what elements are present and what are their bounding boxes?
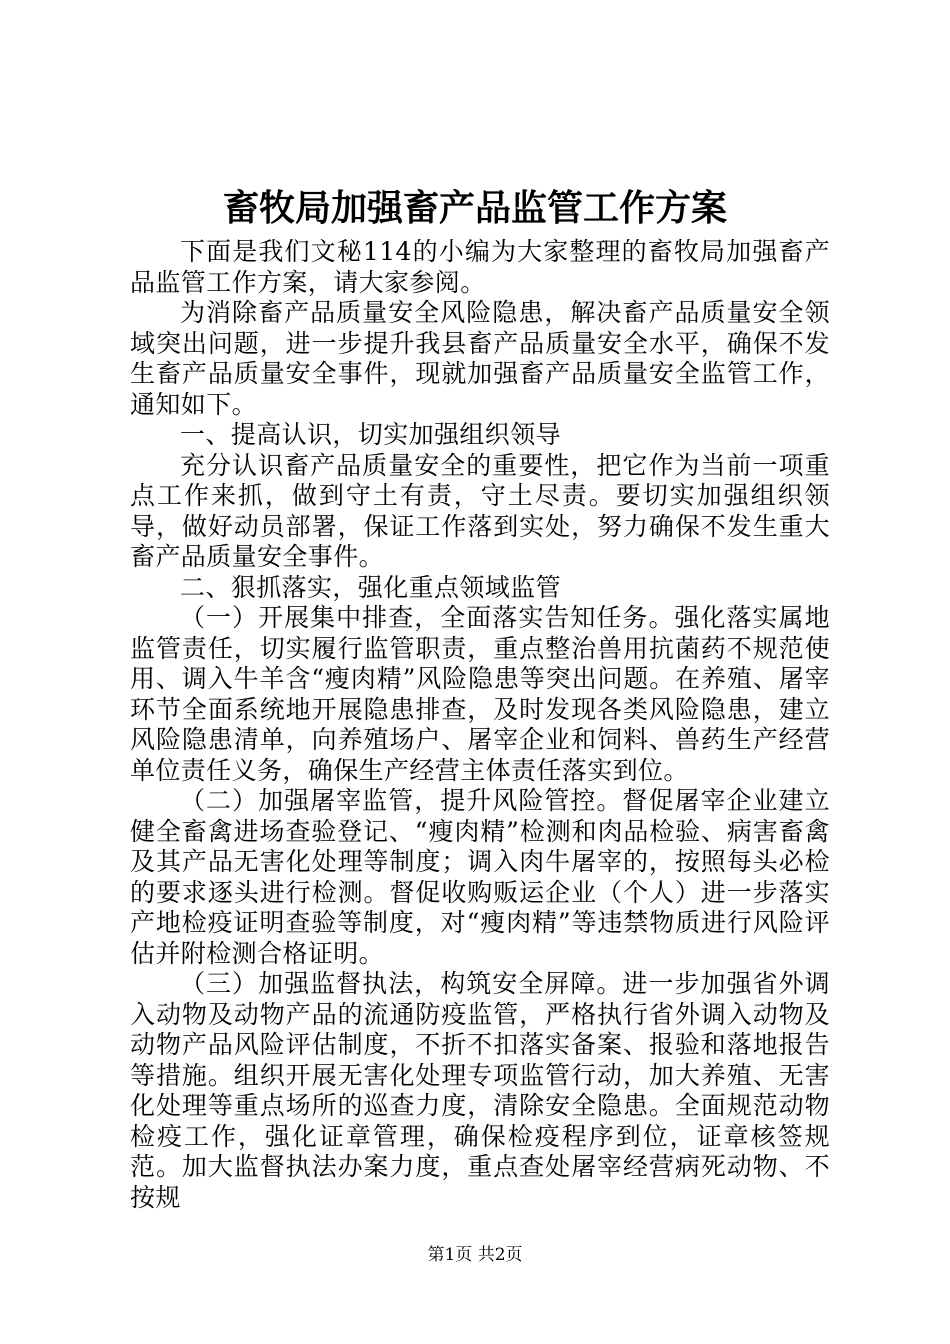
section-heading-2: 二、狠抓落实，强化重点领域监管 [180,572,562,602]
paragraph-section-1: 充分认识畜产品质量安全的重要性，把它作为当前一项重点工作来抓，做到守土有责，守土尽责。要切实加强组织领导，做好动员部署，保证工作落到实处，努力确保不发生重大畜产品质量安全事件。 [130,450,830,571]
page-footer: 第1页 共2页 [427,1245,523,1265]
document-title: 畜牧局加强畜产品监管工作方案 [222,187,727,229]
paragraph-item-3: （三）加强监督执法，构筑安全屏障。进一步加强省外调入动物及动物产品的流通防疫监管，严格执行省外调入动物及动物产品风险评估制度，不折不扣落实备案、报验和落地报告等措施。组织开展无害化处理专项监管行动，加大养殖、无害化处理等重点场所的巡查力度，清除安全隐患。全面规范动物检疫工作，强化证章管理，确保检疫程序到位，证章核签规范。加大监督执法办案力度，重点查处屠宰经营病死动物、不按规 [130,969,830,1212]
paragraph-purpose: 为消除畜产品质量安全风险隐患，解决畜产品质量安全领域突出问题，进一步提升我县畜产品质量安全水平，确保不发生畜产品质量安全事件，现就加强畜产品质量安全监管工作，通知如下。 [130,298,830,419]
section-heading-1: 一、提高认识，切实加强组织领导 [180,420,562,449]
paragraph-intro: 下面是我们文秘114的小编为大家整理的畜牧局加强畜产品监管工作方案，请大家参阅。 [130,237,830,297]
paragraph-item-1: （一）开展集中排查，全面落实告知任务。强化落实属地监管责任，切实履行监管职责，重点整治兽用抗菌药不规范使用、调入牛羊含“瘦肉精”风险隐患等突出问题。在养殖、屠宰环节全面系统地开展隐患排查，及时发现各类风险隐患，建立风险隐患清单，向养殖场户、屠宰企业和饲料、兽药生产经营单位责任义务，确保生产经营主体责任落实到位。 [130,603,830,785]
paragraph-item-2: （二）加强屠宰监管，提升风险管控。督促屠宰企业建立健全畜禽进场查验登记、“瘦肉精”检测和肉品检验、病害畜禽及其产品无害化处理等制度；调入肉牛屠宰的，按照每头必检的要求逐头进行检测。督促收购贩运企业（个人）进一步落实产地检疫证明查验等制度，对“瘦肉精”等违禁物质进行风险评估并附检测合格证明。 [130,786,830,968]
document-body [130,237,830,1213]
